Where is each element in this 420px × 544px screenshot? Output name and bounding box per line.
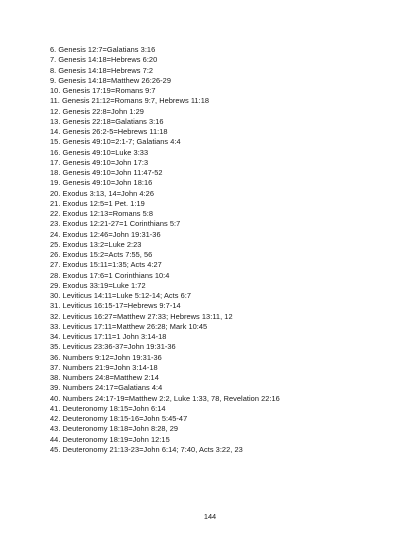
reference-line: 37. Numbers 21:9=John 3:14-18 [50, 362, 158, 372]
reference-line: 38. Numbers 24:8=Matthew 2:14 [50, 373, 159, 382]
reference-line: 40. Numbers 24:17-19=Matthew 2:2, Luke 1:33, 78, Revelation 22:16 [50, 393, 280, 403]
reference-line: 6. Genesis 12:7=Galatians 3:16 [50, 45, 156, 54]
reference-line: 42. Deuteronomy 18:15-16=John 5:45-47 [50, 414, 188, 423]
reference-line: 41. Deuteronomy 18:15=John 6:14 [50, 403, 166, 413]
reference-line: 9. Genesis 14:18=Matthew 26:26-29 [50, 75, 172, 85]
reference-line: 22. Exodus 12:13=Romans 5:8 [50, 209, 154, 218]
reference-line: 18. Genesis 49:10=John 11:47-52 [50, 168, 163, 177]
reference-line: 29. Exodus 33:19=Luke 1:72 [50, 280, 146, 290]
reference-line: 14. Genesis 26:2-5=Hebrews 11:18 [50, 127, 168, 136]
reference-line: 39. Numbers 24:17=Galatians 4:4 [50, 383, 163, 393]
reference-line: 45. Deuteronomy 21:13-23=John 6:14; 7:40, Acts 3:22, 23 [50, 444, 243, 454]
reference-list [50, 45, 390, 455]
reference-line: 28. Exodus 17:6=1 Corinthians 10:4 [50, 270, 170, 280]
reference-line: 31. Leviticus 16:15-17=Hebrews 9:7-14 [50, 301, 181, 311]
reference-line: 36. Numbers 9:12=John 19:31-36 [50, 352, 162, 362]
reference-line: 27. Exodus 15:11=1:35; Acts 4:27 [50, 260, 162, 270]
reference-line: 8. Genesis 14:18=Hebrews 7:2 [50, 65, 154, 75]
reference-line: 33. Leviticus 17:11=Matthew 26:28; Mark 10:45 [50, 321, 208, 331]
reference-line: 11. Genesis 21:12=Romans 9:7, Hebrews 11:18 [50, 96, 210, 106]
reference-line: 10. Genesis 17:19=Romans 9:7 [50, 86, 156, 95]
reference-line: 32. Leviticus 16:27=Matthew 27:33; Hebrews 13:11, 12 [50, 311, 233, 321]
reference-line: 43. Deuteronomy 18:18=John 8:28, 29 [50, 424, 179, 434]
reference-line: 19. Genesis 49:10=John 18:16 [50, 178, 153, 188]
page-number: 144 [203, 512, 217, 521]
reference-line: 35. Leviticus 23:36-37=John 19:31-36 [50, 342, 176, 352]
reference-line: 16. Genesis 49:10=Luke 3:33 [50, 147, 149, 157]
reference-line: 26. Exodus 15:2=Acts 7:55, 56 [50, 250, 153, 259]
reference-line: 7. Genesis 14:18=Hebrews 6:20 [50, 55, 158, 65]
reference-line: 21. Exodus 12:5=1 Pet. 1:19 [50, 198, 145, 208]
reference-line: 12. Genesis 22:8=John 1:29 [50, 106, 144, 116]
reference-line: 34. Leviticus 17:11=1 John 3:14-18 [50, 332, 167, 341]
reference-line: 44. Deuteronomy 18:19=John 12:15 [50, 434, 170, 444]
reference-line: 13. Genesis 22:18=Galatians 3:16 [50, 116, 164, 126]
reference-line: 23. Exodus 12:21-27=1 Corinthians 5:7 [50, 219, 181, 229]
reference-line: 17. Genesis 49:10=John 17:3 [50, 157, 149, 167]
reference-line: 30. Leviticus 14:11=Luke 5:12-14; Acts 6:7 [50, 291, 192, 300]
reference-line: 15. Genesis 49:10=2:1-7; Galatians 4:4 [50, 137, 181, 147]
reference-line: 20. Exodus 3:13, 14=John 4:26 [50, 188, 154, 198]
reference-line: 24. Exodus 12:46=John 19:31-36 [50, 229, 161, 239]
reference-line: 25. Exodus 13:2=Luke 2:23 [50, 239, 142, 249]
